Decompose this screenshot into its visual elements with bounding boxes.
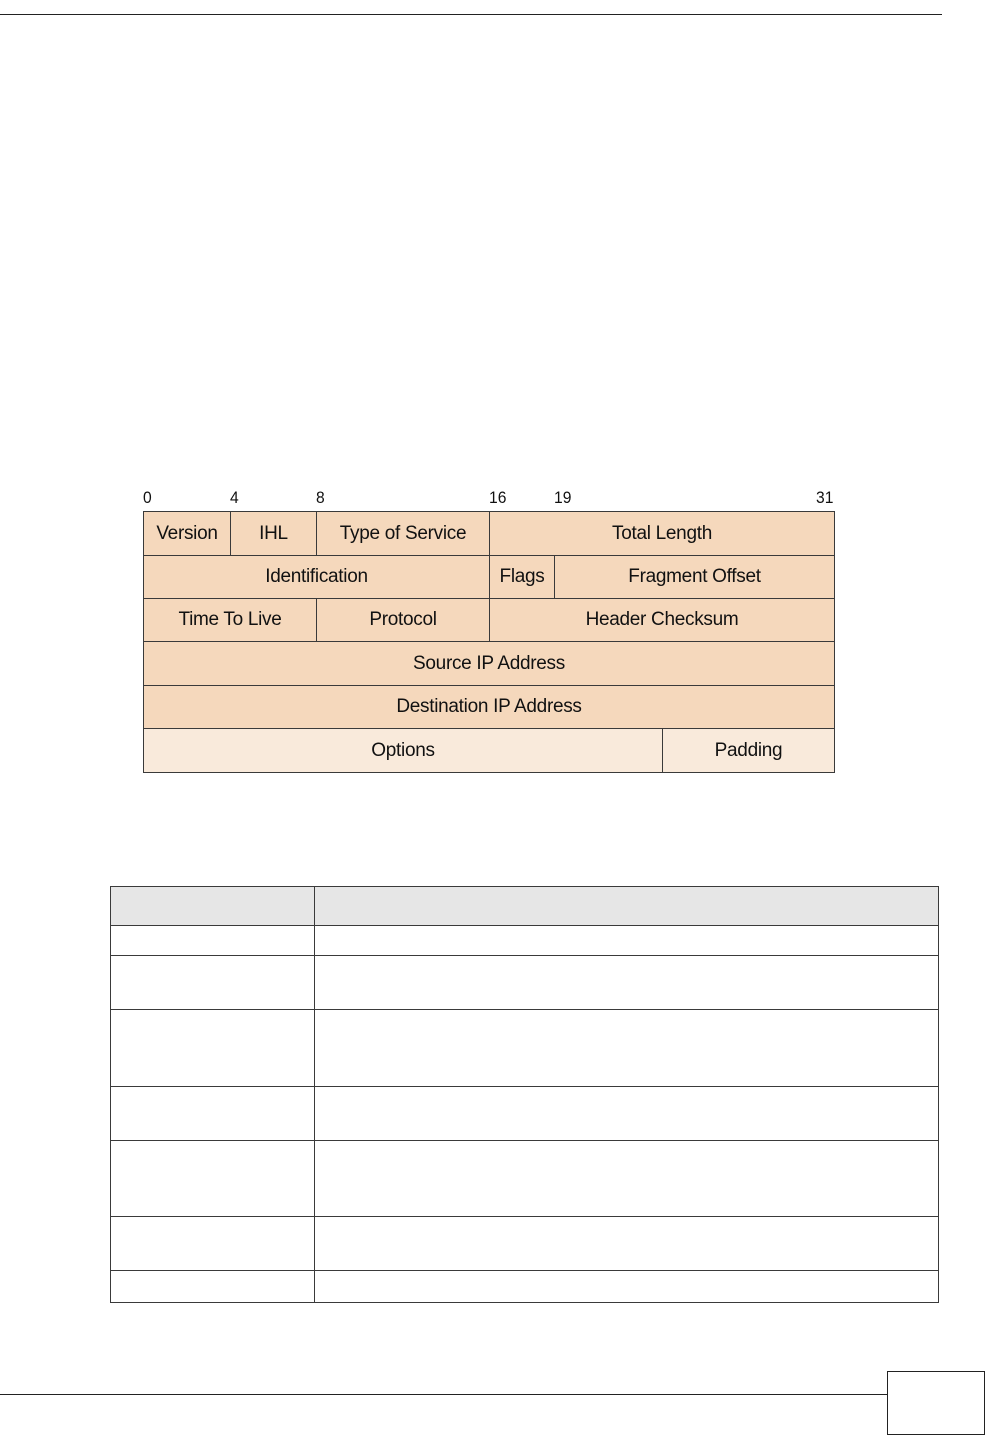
table-cell (111, 1217, 315, 1271)
bit-label-16: 16 (489, 488, 507, 507)
field-destination-ip-address: Destination IP Address (144, 686, 834, 729)
header-field-grid (143, 511, 835, 773)
field-identification: Identification (144, 556, 490, 599)
page-number-box (887, 1371, 985, 1435)
table-cell (111, 1087, 315, 1141)
field-protocol: Protocol (317, 599, 490, 642)
bit-label-4: 4 (230, 488, 239, 507)
table-cell (315, 1217, 939, 1271)
table-row (111, 956, 939, 1010)
bit-label-31: 31 (816, 488, 834, 507)
table-cell (315, 1087, 939, 1141)
footer-rule (0, 1394, 887, 1395)
table-cell (315, 956, 939, 1010)
table-row (111, 1087, 939, 1141)
table-cell (315, 1141, 939, 1217)
bit-label-0: 0 (143, 488, 152, 507)
field-flags: Flags (490, 556, 555, 599)
table-cell (111, 956, 315, 1010)
table-row (111, 1010, 939, 1087)
table-cell (111, 1141, 315, 1217)
bit-label-19: 19 (554, 488, 572, 507)
table-cell (111, 1010, 315, 1087)
table-header-cell (315, 887, 939, 926)
field-type-of-service: Type of Service (317, 512, 490, 556)
table-row (111, 1141, 939, 1217)
field-fragment-offset: Fragment Offset (555, 556, 834, 599)
table-cell (315, 1271, 939, 1303)
table-cell (315, 926, 939, 956)
ip-header-diagram (134, 480, 848, 790)
field-total-length: Total Length (490, 512, 834, 556)
table-row (111, 926, 939, 956)
field-options: Options (144, 729, 663, 772)
field-source-ip-address: Source IP Address (144, 642, 834, 686)
field-time-to-live: Time To Live (144, 599, 317, 642)
field-padding: Padding (663, 729, 834, 772)
table-cell (111, 926, 315, 956)
field-description-table (110, 886, 939, 1303)
table-cell (111, 1271, 315, 1303)
table-header-cell (111, 887, 315, 926)
table-row (111, 1217, 939, 1271)
field-header-checksum: Header Checksum (490, 599, 834, 642)
field-version: Version (144, 512, 231, 556)
table-cell (315, 1010, 939, 1087)
field-ihl: IHL (231, 512, 317, 556)
bit-label-8: 8 (316, 488, 325, 507)
table-row (111, 1271, 939, 1303)
table-header-row (111, 887, 939, 926)
header-rule (0, 14, 942, 15)
